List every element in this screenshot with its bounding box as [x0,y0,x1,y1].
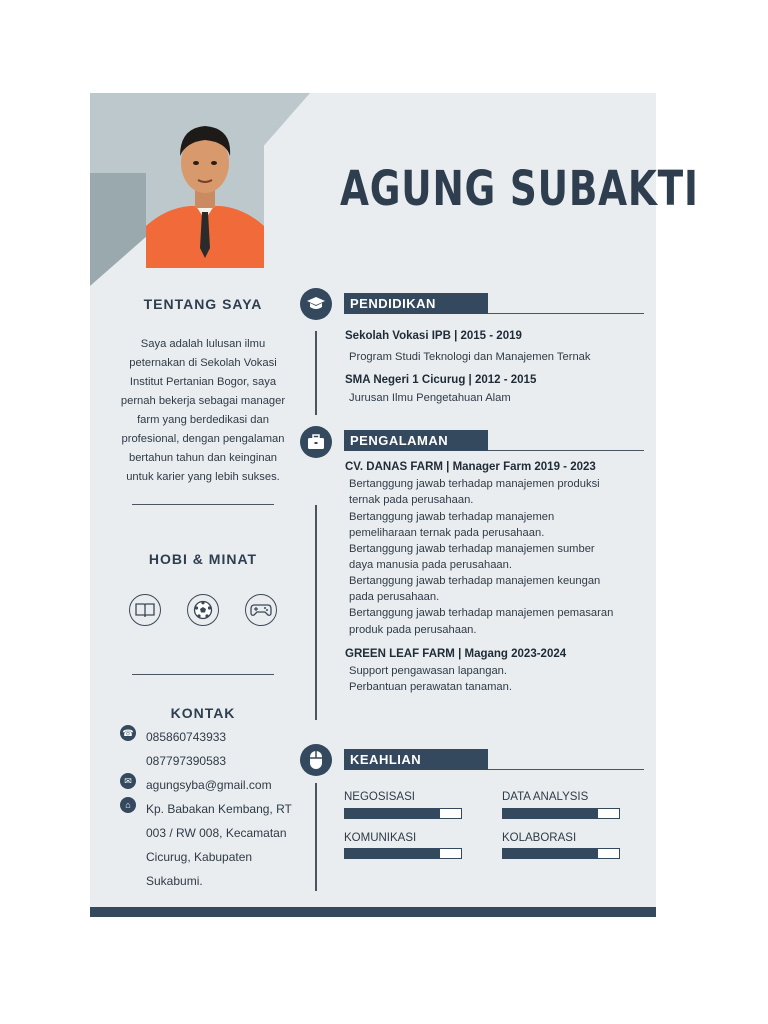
timeline-line [315,505,317,720]
address-line: Sukabumi. [146,874,203,888]
skill-bar [344,848,462,859]
mail-icon: ✉ [120,773,136,789]
job-duty-line: Bertanggung jawab terhadap manajemen produksi [349,478,600,490]
address-line: 003 / RW 008, Kecamatan [146,826,287,840]
timeline-line [315,783,317,891]
profile-photo [146,108,264,268]
skill-bar [502,848,620,859]
about-line: farm yang berdedikasi dan [137,414,269,426]
skill-label: KOLABORASI [502,832,577,844]
skill-bar [502,808,620,819]
skill-bar [344,808,462,819]
education-title: PENDIDIKAN [344,293,488,314]
address [146,797,292,893]
about-line: profesional, dengan pengalaman [121,433,285,445]
job-duty-line: Support pengawasan lapangan. [349,665,507,677]
about-text [114,335,292,487]
email-contact [120,773,272,797]
section-rule [488,769,644,770]
job-heading: CV. DANAS FARM | Manager Farm 2019 - 2023 [345,461,596,473]
job-duty-line: daya manusia pada perusahaan. [349,559,512,571]
phone-contact [120,725,226,749]
job-heading: GREEN LEAF FARM | Magang 2023-2024 [345,648,567,660]
job-duty-line: produk pada perusahaan. [349,624,477,636]
address-line: Cicurug, Kabupaten [146,850,253,864]
phone-icon: ☎ [120,725,136,741]
skill-level-fill [503,849,598,858]
home-icon: ⌂ [120,797,136,813]
contact-title: KONTAK [170,705,236,721]
experience-title: PENGALAMAN [344,430,488,451]
email-address: agungsyba@gmail.com [146,778,272,792]
book-icon [129,594,161,626]
job-duty-line: Bertanggung jawab terhadap manajemen [349,511,555,523]
skill-level-fill [345,849,440,858]
mouse-icon [300,744,332,776]
phone-contact-2 [120,749,226,773]
job-duty-line: pada perusahaan. [349,591,440,603]
resume-page [90,93,699,917]
education-heading: Sekolah Vokasi IPB | 2015 - 2019 [345,330,522,342]
job-duty-line: Bertanggung jawab terhadap manajemen sumber [349,543,595,555]
briefcase-icon [300,426,332,458]
candidate-name: AGUNG SUBAKTI [340,161,699,217]
skill-level-fill [345,809,440,818]
section-rule [488,450,644,451]
gamepad-icon [245,594,277,626]
job-duty-line: ternak pada perusahaan. [349,494,474,506]
about-title: TENTANG SAYA [143,296,263,312]
divider [132,504,274,505]
graduation-cap-icon [300,288,332,320]
address-contact [120,797,292,893]
about-line: peternakan di Sekolah Vokasi [129,357,277,369]
education-heading: SMA Negeri 1 Cicurug | 2012 - 2015 [345,374,537,386]
divider [132,674,274,675]
job-duty-line: Bertanggung jawab terhadap manajemen pemasaran [349,607,614,619]
footer-bar [90,907,656,917]
about-line: pernah bekerja sebagai manager [120,395,286,407]
phone-number: 085860743933 [146,730,227,744]
section-rule [488,313,644,314]
skills-title: KEAHLIAN [344,749,488,770]
about-line: Saya adalah lulusan ilmu [140,338,266,350]
hobby-title: HOBI & MINAT [148,551,258,567]
address-line: Kp. Babakan Kembang, RT [146,802,292,816]
phone-number: 087797390583 [146,754,227,768]
timeline-line [315,331,317,415]
soccer-ball-icon [187,594,219,626]
about-line: untuk karier yang lebih sukses. [126,471,280,483]
job-duty-line: pemeliharaan ternak pada perusahaan. [349,527,545,539]
about-line: Institut Pertanian Bogor, saya [129,376,277,388]
job-duty-line: Perbantuan perawatan tanaman. [349,681,512,693]
education-detail: Jurusan Ilmu Pengetahuan Alam [349,392,511,404]
job-duty-line: Bertanggung jawab terhadap manajemen keungan [349,575,601,587]
skill-level-fill [503,809,598,818]
skill-label: NEGOSISASI [344,791,415,803]
skill-label: KOMUNIKASI [344,832,417,844]
blank-icon-space [120,749,136,765]
education-detail: Program Studi Teknologi dan Manajemen Ternak [349,351,591,363]
skill-label: DATA ANALYSIS [502,791,589,803]
about-line: bertahun tahun dan keinginan [128,452,278,464]
